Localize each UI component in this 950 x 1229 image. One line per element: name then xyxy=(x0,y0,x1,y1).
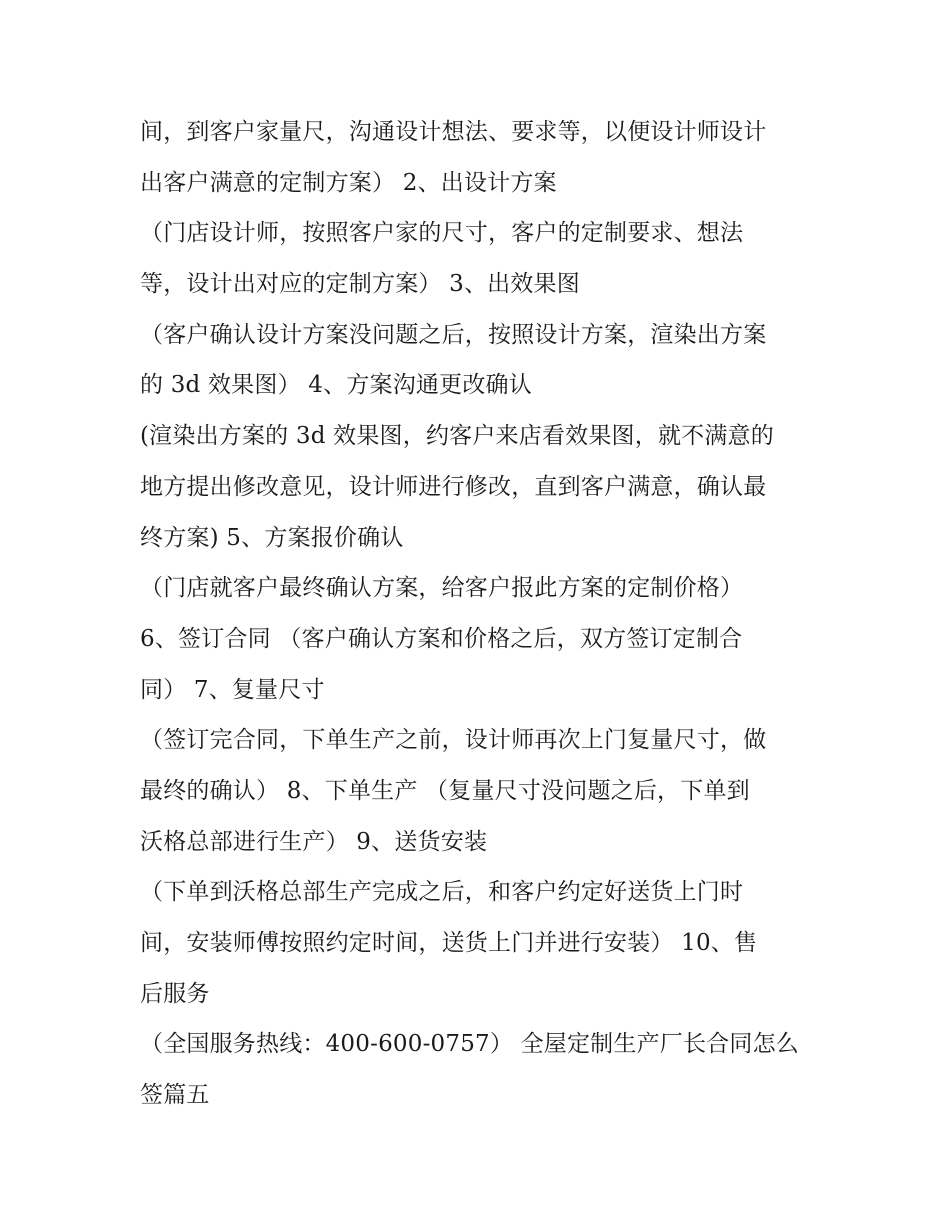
text-line: 的 3d 效果图） 4、方案沟通更改确认 xyxy=(140,372,532,399)
text-line: 签篇五 xyxy=(140,1082,210,1109)
body-text xyxy=(140,107,820,1121)
text-line: 终方案) 5、方案报价确认 xyxy=(140,524,404,551)
text-line: （门店就客户最终确认方案，给客户报此方案的定制价格） xyxy=(140,575,744,602)
text-line: 等，设计出对应的定制方案） 3、出效果图 xyxy=(140,271,580,298)
text-line: 最终的确认） 8、下单生产 （复量尺寸没问题之后，下单到 xyxy=(140,777,750,804)
text-line: （下单到沃格总部生产完成之后，和客户约定好送货上门时 xyxy=(140,879,744,906)
text-line: 同） 7、复量尺寸 xyxy=(140,676,325,703)
text-line: 地方提出修改意见，设计师进行修改，直到客户满意，确认最 xyxy=(140,473,767,500)
text-line: 6、签订合同 （客户确认方案和价格之后，双方签订定制合 xyxy=(140,625,743,652)
text-line: （门店设计师，按照客户家的尺寸，客户的定制要求、想法 xyxy=(140,220,744,247)
text-line: （签订完合同，下单生产之前，设计师再次上门复量尺寸，做 xyxy=(140,727,767,754)
text-line: （全国服务热线：400-600-0757） 全屋定制生产厂长合同怎么 xyxy=(140,1031,799,1058)
text-line: 出客户满意的定制方案） 2、出设计方案 xyxy=(140,169,557,196)
text-line: 间，安装师傅按照约定时间，送货上门并进行安装） 10、售 xyxy=(140,930,758,956)
text-line: 后服务 xyxy=(140,980,210,1007)
text-line: (渲染出方案的 3d 效果图，约客户来店看效果图，就不满意的 xyxy=(140,423,774,450)
text-line: 沃格总部进行生产） 9、送货安装 xyxy=(140,828,488,855)
text-line: （客户确认设计方案没问题之后，按照设计方案，渲染出方案 xyxy=(140,321,767,348)
text-line: 间，到客户家量尺，沟通设计想法、要求等，以便设计师设计 xyxy=(140,119,767,145)
